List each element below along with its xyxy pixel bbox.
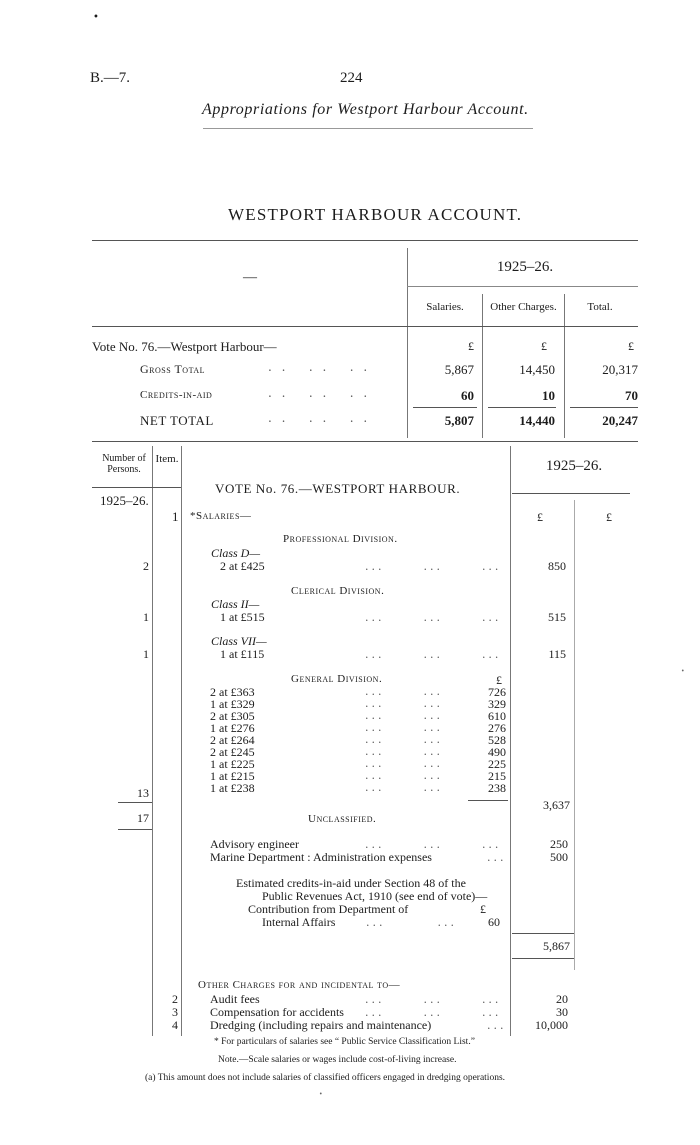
- detail-top-rule: [92, 441, 638, 442]
- general-row-dots: ... ...: [365, 781, 443, 794]
- general-row-amount: 610: [488, 709, 506, 723]
- credits-in-aid-label: Credits-in-aid: [140, 389, 213, 401]
- page-ref: B.—7.: [90, 70, 131, 86]
- net-total-total: 20,247: [602, 413, 638, 428]
- general-row-amount: 238: [488, 781, 506, 795]
- gross-total-dots: . . . . . .: [268, 360, 371, 374]
- persons-total-rule: [118, 829, 152, 830]
- general-row-label: 1 at £238: [210, 781, 255, 795]
- credits-note-dots: ... ...: [366, 916, 457, 929]
- general-row-label: 1 at £225: [210, 757, 255, 771]
- clerical-division-heading: Clerical Division.: [291, 585, 385, 597]
- summary-currency-total: £: [628, 339, 634, 353]
- class-vii-amount: 115: [548, 647, 566, 661]
- summary-vrule-mid2: [564, 294, 565, 438]
- salaries-heading: *Salaries—: [190, 510, 252, 522]
- credits-note-3: Contribution from Department of: [248, 902, 409, 916]
- detail-currency-1: £: [537, 510, 543, 524]
- col-number-of-persons: Number of Persons.: [102, 453, 146, 475]
- gross-total-total: 20,317: [602, 362, 638, 377]
- gross-total-other: 14,450: [519, 362, 555, 377]
- general-list: [210, 686, 512, 794]
- class-d-persons: 2: [143, 559, 149, 573]
- general-subtotal-rule: [468, 800, 508, 801]
- footnote-note: Note.—Scale salaries or wages include cost-of-living increase.: [218, 1055, 457, 1065]
- detail-vrule-right: [574, 500, 575, 970]
- general-row-label: 2 at £363: [210, 685, 255, 699]
- summary-header-rule: [92, 326, 638, 327]
- general-row-dots: ... ...: [365, 685, 443, 698]
- col-salaries: Salaries.: [426, 301, 464, 313]
- class-d-dots: ... ... ...: [365, 560, 502, 573]
- persons-subtotal-rule: [118, 802, 152, 803]
- advisory-dots: ... ... ...: [365, 838, 502, 851]
- credits-note-4: Internal Affairs: [262, 915, 336, 929]
- footnote-star: * For particulars of salaries see “ Public Service Classification List.”: [214, 1037, 475, 1047]
- general-persons: 13: [137, 786, 149, 800]
- general-row-label: 2 at £305: [210, 709, 255, 723]
- summary-currency-salaries: £: [468, 339, 474, 353]
- salaries-total-top-rule: [512, 933, 574, 934]
- general-row: [210, 746, 512, 758]
- col-total: Total.: [587, 301, 613, 313]
- net-total-other: 14,440: [519, 413, 555, 428]
- stray-mark: •: [319, 1091, 323, 1098]
- stray-mark: •: [93, 12, 99, 23]
- credits-in-aid-salaries: 60: [461, 388, 474, 403]
- advisory-amount: 250: [550, 837, 568, 851]
- net-total-rule-salaries: [413, 407, 477, 408]
- marine-department: Marine Department : Administration expenses: [210, 850, 432, 864]
- general-row: [210, 734, 512, 746]
- general-currency: £: [496, 673, 502, 687]
- general-row: [210, 758, 512, 770]
- gross-total-label: Gross Total: [140, 362, 205, 376]
- general-total: 3,637: [543, 798, 570, 812]
- general-row-amount: 215: [488, 769, 506, 783]
- marine-dots: ...: [487, 851, 507, 864]
- class-vii-persons: 1: [143, 647, 149, 661]
- class-d-line: 2 at £425: [220, 559, 265, 573]
- other-row-dots: ... ... ...: [365, 993, 502, 1006]
- col-other-charges: Other Charges.: [490, 301, 557, 313]
- net-total-rule-other: [488, 407, 556, 408]
- class-vii: Class VII—: [211, 634, 267, 648]
- vote-title: VOTE No. 76.—WESTPORT HARBOUR.: [215, 481, 461, 496]
- item-1-number: 1: [172, 509, 179, 524]
- general-row-dots: ... ...: [365, 721, 443, 734]
- footnote-a: (a) This amount does not include salaries of classified officers engaged in dredging operations.: [145, 1073, 506, 1083]
- credits-note-amount: 60: [488, 915, 500, 929]
- net-total-dots: . . . . . .: [268, 411, 371, 425]
- class-vii-dots: ... ... ...: [365, 648, 502, 661]
- class-ii-persons: 1: [143, 610, 149, 624]
- advisory-engineer: Advisory engineer: [210, 837, 299, 851]
- summary-blank-col: —: [243, 270, 257, 285]
- general-row: [210, 770, 512, 782]
- general-row: [210, 710, 512, 722]
- class-d-amount: 850: [548, 559, 566, 573]
- credits-note-2: Public Revenues Act, 1910 (see end of vote)—: [262, 889, 488, 903]
- credits-note-currency: £: [480, 902, 486, 916]
- other-row-amount: 30: [556, 1005, 568, 1019]
- other-row-item: 4: [172, 1018, 178, 1032]
- general-row-amount: 528: [488, 733, 506, 747]
- other-row-label: Compensation for accidents: [210, 1005, 344, 1019]
- professional-division-heading: Professional Division.: [283, 533, 398, 545]
- other-row-item: 2: [172, 992, 178, 1006]
- general-row-amount: 490: [488, 745, 506, 759]
- other-row-item: 3: [172, 1005, 178, 1019]
- detail-year: 1925–26.: [545, 458, 603, 474]
- general-row-label: 2 at £264: [210, 733, 255, 747]
- detail-header-rule: [92, 487, 181, 488]
- general-row-dots: ... ...: [365, 769, 443, 782]
- marine-amount: 500: [550, 850, 568, 864]
- general-row-dots: ... ...: [365, 757, 443, 770]
- gross-total-salaries: 5,867: [444, 362, 474, 377]
- summary-vrule-mid1: [482, 294, 483, 438]
- general-row-amount: 726: [488, 685, 506, 699]
- net-total-salaries: 5,807: [444, 413, 474, 428]
- general-row-label: 1 at £276: [210, 721, 255, 735]
- general-row: [210, 782, 512, 794]
- general-row-label: 2 at £245: [210, 745, 255, 759]
- general-row-amount: 276: [488, 721, 506, 735]
- detail-currency-2: £: [606, 510, 612, 524]
- other-row-amount: 20: [556, 992, 568, 1006]
- class-d: Class D—: [211, 546, 261, 560]
- general-row-dots: ... ...: [365, 733, 443, 746]
- other-row-label: Audit fees: [210, 992, 260, 1006]
- account-title: WESTPORT HARBOUR ACCOUNT.: [228, 205, 523, 224]
- running-title: Appropriations for Westport Harbour Account.: [202, 101, 529, 118]
- detail-vrule-item: [181, 446, 182, 1036]
- page-number: 224: [340, 70, 363, 86]
- general-row-dots: ... ...: [365, 709, 443, 722]
- summary-vrule-left: [407, 248, 408, 438]
- summary-year-rule: [407, 286, 638, 287]
- stray-mark: •: [681, 668, 685, 675]
- general-row-amount: 329: [488, 697, 506, 711]
- summary-currency-other: £: [541, 339, 547, 353]
- total-persons: 17: [137, 811, 149, 825]
- detail-year-rule: [512, 493, 630, 494]
- general-row-dots: ... ...: [365, 745, 443, 758]
- general-row-dots: ... ...: [365, 697, 443, 710]
- net-total-rule-total: [570, 407, 638, 408]
- summary-vote-label: Vote No. 76.—Westport Harbour—: [92, 339, 277, 354]
- credits-in-aid-other: 10: [542, 388, 555, 403]
- other-row-dots: ... ... ...: [365, 1006, 502, 1019]
- other-row-amount: 10,000: [535, 1018, 568, 1032]
- credits-in-aid-dots: . . . . . .: [268, 386, 371, 400]
- detail-vrule-number: [152, 446, 153, 1036]
- other-row-dots: ...: [487, 1019, 507, 1032]
- credits-in-aid-total: 70: [625, 388, 638, 403]
- general-row: [210, 686, 512, 698]
- credits-note-1: Estimated credits-in-aid under Section 48 of the: [236, 876, 466, 890]
- class-ii-dots: ... ... ...: [365, 611, 502, 624]
- general-division-heading: General Division.: [291, 673, 383, 685]
- class-ii: Class II—: [211, 597, 260, 611]
- general-row: [210, 698, 512, 710]
- general-row: [210, 722, 512, 734]
- general-row-label: 1 at £329: [210, 697, 255, 711]
- general-row-label: 1 at £215: [210, 769, 255, 783]
- left-year: 1925–26.: [100, 493, 149, 508]
- class-ii-line: 1 at £515: [220, 610, 265, 624]
- general-row-amount: 225: [488, 757, 506, 771]
- class-vii-line: 1 at £115: [220, 647, 265, 661]
- summary-year: 1925–26.: [496, 259, 554, 275]
- class-ii-amount: 515: [548, 610, 566, 624]
- header-rule: [203, 128, 533, 129]
- col-item: Item.: [155, 453, 179, 465]
- salaries-total: 5,867: [543, 939, 570, 953]
- summary-top-rule: [92, 240, 638, 241]
- other-row-label: Dredging (including repairs and maintenance): [210, 1018, 432, 1032]
- net-total-label: NET TOTAL: [140, 413, 214, 428]
- salaries-total-bottom-rule: [512, 958, 574, 959]
- other-charges-heading: Other Charges for and incidental to—: [198, 979, 401, 991]
- unclassified-heading: Unclassified.: [308, 813, 377, 825]
